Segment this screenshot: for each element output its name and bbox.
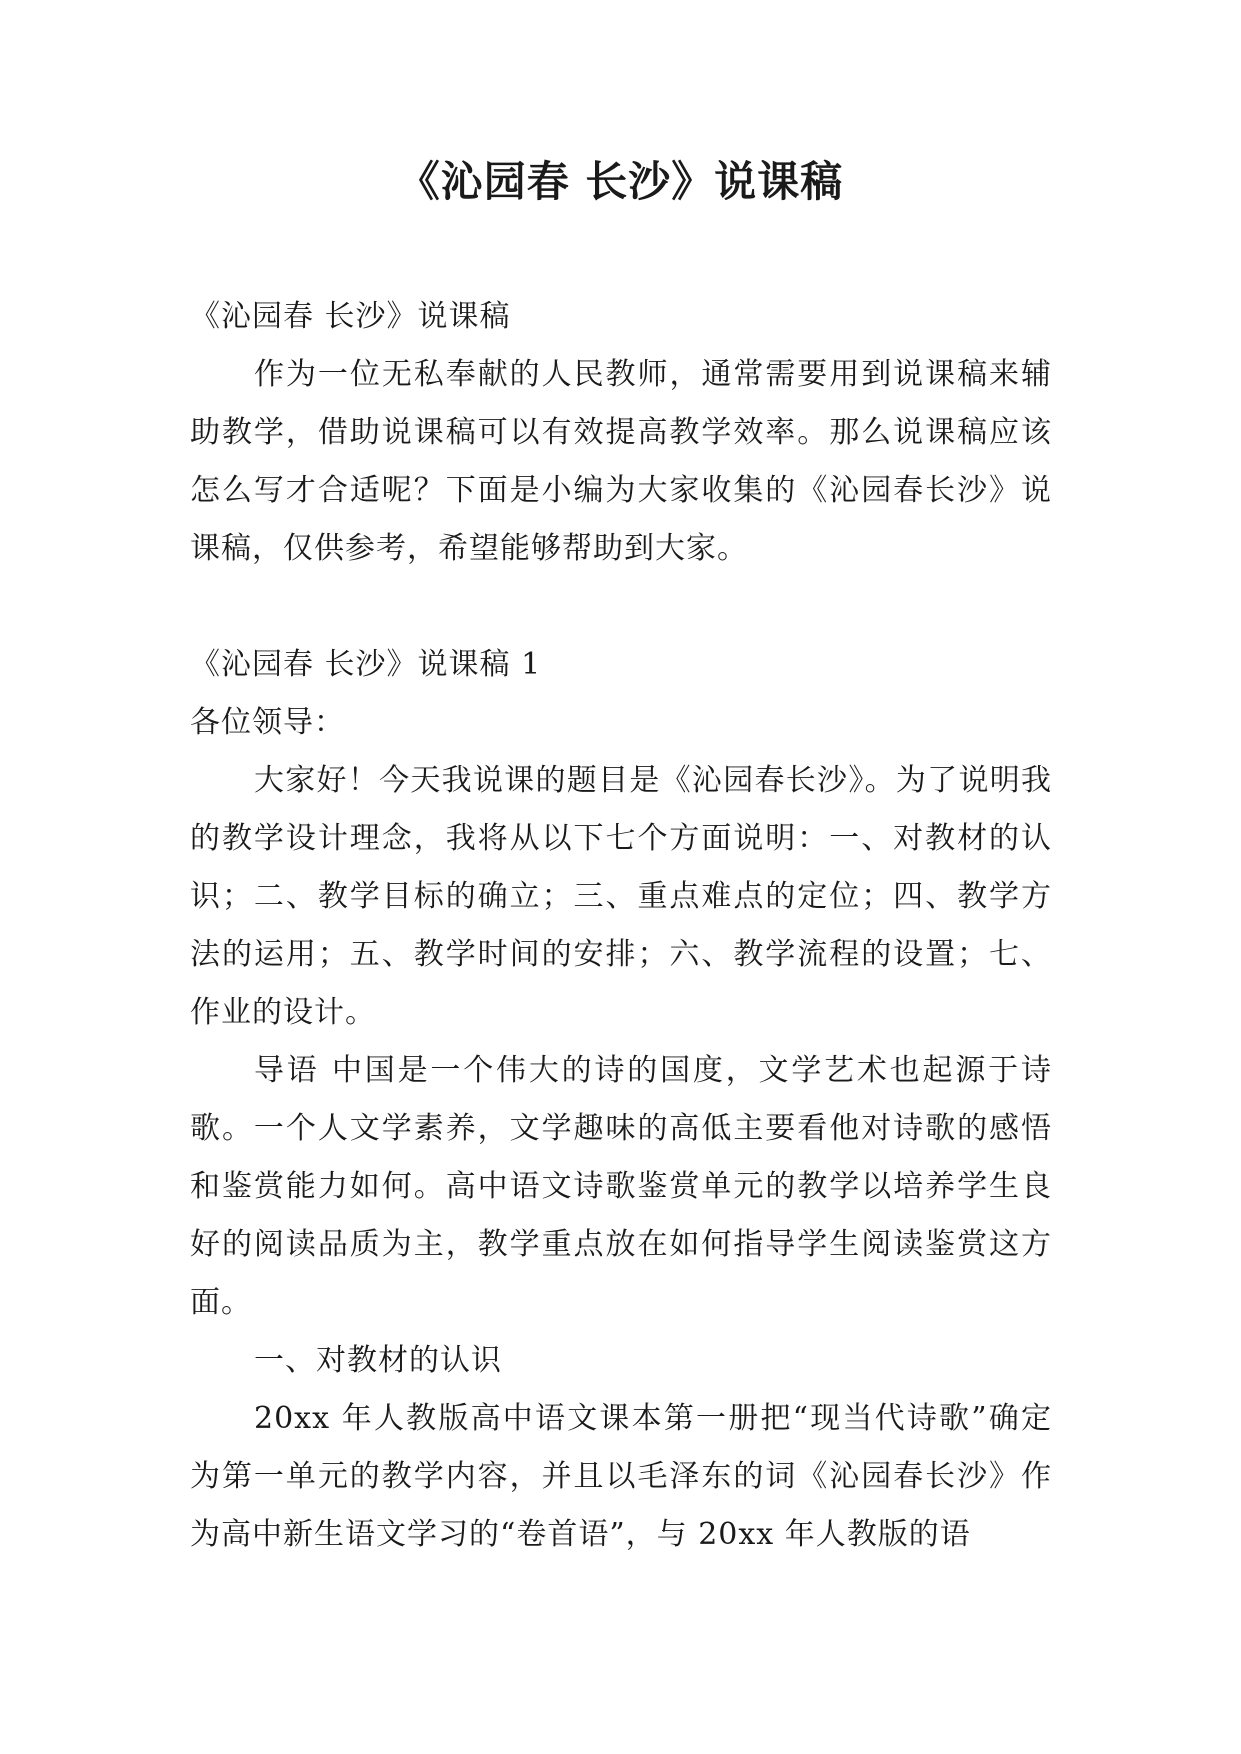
- section-gap: [190, 578, 1052, 636]
- lead-in-paragraph: 导语 中国是一个伟大的诗的国度，文学艺术也起源于诗歌。一个人文学素养，文学趣味的高低主要看他对诗歌的感悟和鉴赏能力如何。高中语文诗歌鉴赏单元的教学以培养学生良好的阅读品质为主，教学重点放在如何指导学生阅读鉴赏这方面。: [190, 1053, 1052, 1320]
- subsection-heading: 一、对教材的认识: [254, 1343, 502, 1378]
- intro-heading: 《沁园春 长沙》说课稿: [190, 299, 511, 334]
- textbook-paragraph: 20xx 年人教版高中语文课本第一册把“现当代诗歌”确定为第一单元的教学内容，并且以毛泽东的词《沁园春长沙》作为高中新生语文学习的“卷首语”，与 20xx 年人教版的语: [190, 1401, 1052, 1552]
- document-title: 《沁园春 长沙》说课稿: [397, 157, 844, 206]
- greeting-paragraph: 大家好！今天我说课的题目是《沁园春长沙》。为了说明我的教学设计理念，我将从以下七个方面说明：一、对教材的认识；二、教学目标的确立；三、重点难点的定位；四、教学方法的运用；五、教学时间的安排；六、教学流程的设置；七、作业的设计。: [190, 763, 1052, 1030]
- document-body: [190, 288, 1052, 1564]
- intro-paragraph: 作为一位无私奉献的人民教师，通常需要用到说课稿来辅助教学，借助说课稿可以有效提高教学效率。那么说课稿应该怎么写才合适呢？下面是小编为大家收集的《沁园春长沙》说课稿，仅供参考，希望能够帮助到大家。: [190, 357, 1052, 566]
- section-heading: 《沁园春 长沙》说课稿 1: [190, 647, 542, 682]
- salutation: 各位领导：: [190, 705, 345, 740]
